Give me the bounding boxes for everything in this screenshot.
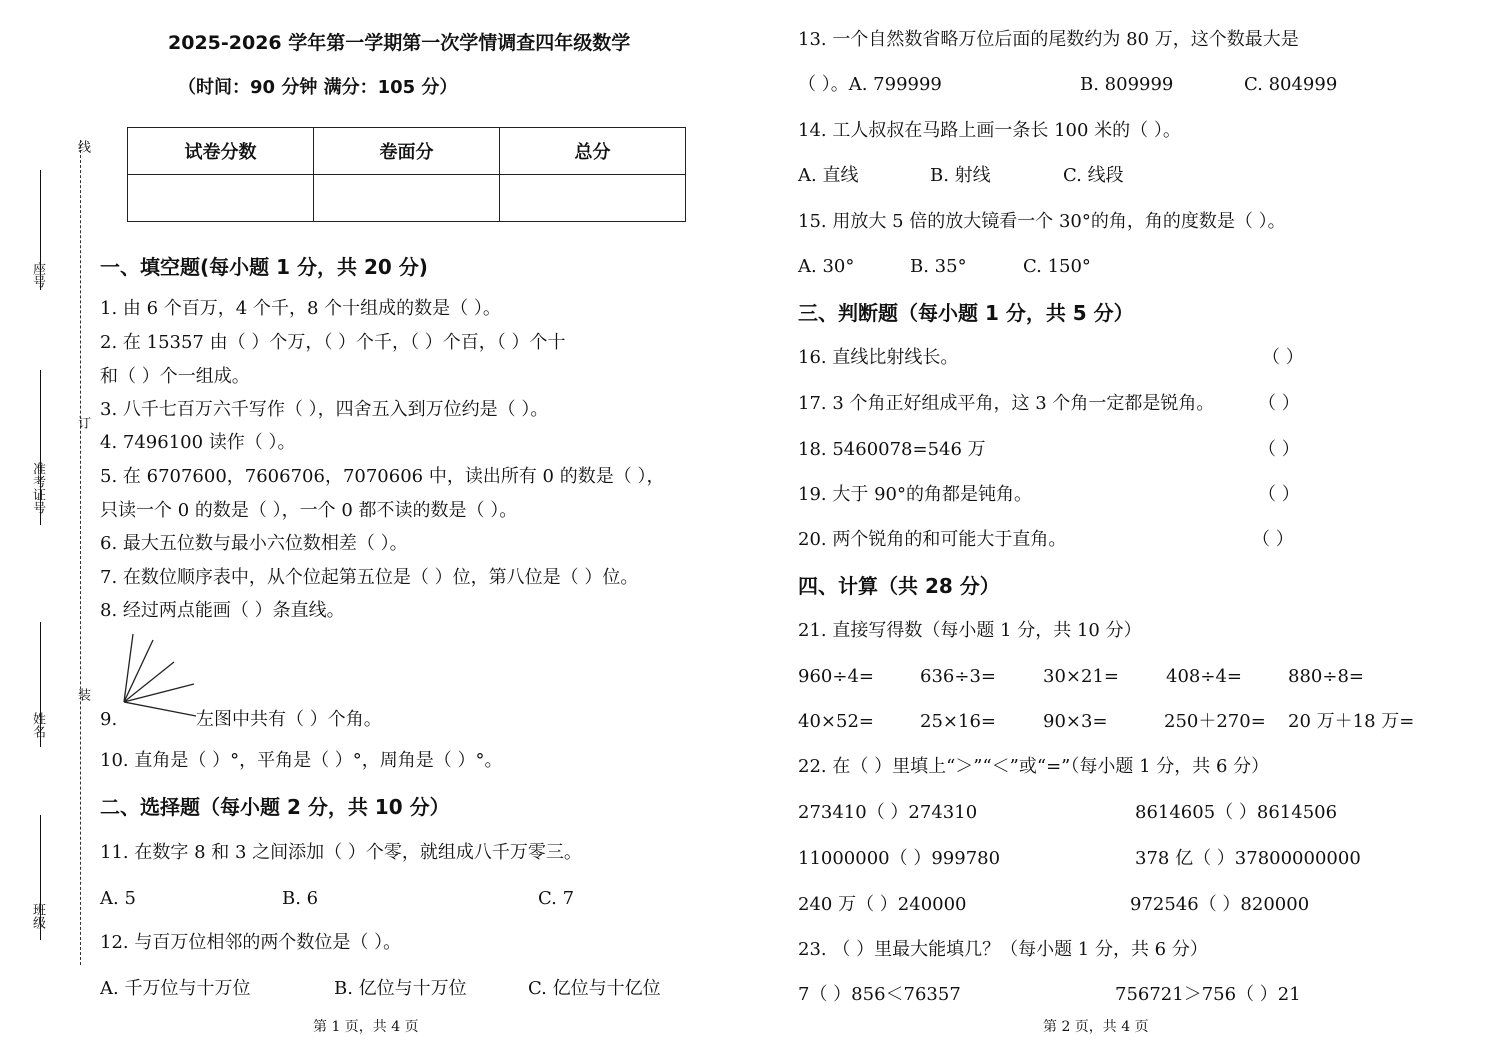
mark-zhuang: 装 [75, 688, 90, 701]
q15-option-a: A. 30° [798, 256, 855, 277]
q22-item: 240 万（ ）240000 [798, 894, 967, 915]
question-2: 2. 在 15357 由（ ）个万，（ ）个千，（ ）个百，（ ）个十 [100, 332, 566, 353]
question-10: 10. 直角是（ ）°，平角是（ ）°，周角是（ ）°。 [100, 750, 503, 771]
score-cell-total[interactable] [500, 175, 686, 222]
q21-item: 30×21= [1043, 666, 1119, 687]
q22-item: 972546（ ）820000 [1130, 894, 1310, 915]
question-13: 13. 一个自然数省略万位后面的尾数约为 80 万，这个数最大是 [798, 29, 1299, 50]
q12-option-b: B. 亿位与十万位 [334, 978, 467, 999]
question-20: 20. 两个锐角的和可能大于直角。 [798, 529, 1067, 550]
question-15: 15. 用放大 5 倍的放大镜看一个 30°的角，角的度数是（ ）。 [798, 211, 1286, 232]
exam-id-label: 准考证号 [30, 462, 45, 514]
q22-item: 11000000（ ）999780 [798, 848, 1001, 869]
question-22: 22. 在（ ）里填上“＞”“＜”或“=”（每小题 1 分，共 6 分） [798, 756, 1270, 777]
q17-answer-paren[interactable]: （ ） [1258, 393, 1300, 414]
score-cell-neatness[interactable] [314, 175, 500, 222]
q21-item: 960÷4= [798, 666, 874, 687]
question-19: 19. 大于 90°的角都是钝角。 [798, 484, 1032, 505]
seat-number-label: 座号 [30, 262, 45, 288]
question-6: 6. 最大五位数与最小六位数相差（ ）。 [100, 533, 408, 554]
question-2-cont: 和（ ）个一组成。 [100, 366, 250, 387]
question-16: 16. 直线比射线长。 [798, 347, 959, 368]
q23-item: 756721＞756（ ）21 [1115, 984, 1301, 1005]
exam-subtitle: （时间：90 分钟 满分：105 分） [178, 77, 458, 98]
q21-item: 20 万＋18 万= [1288, 711, 1415, 732]
q11-option-b: B. 6 [282, 888, 319, 909]
page-2-footer: 第 2 页，共 4 页 [1043, 1019, 1149, 1035]
q21-item: 25×16= [920, 711, 996, 732]
score-header-paper: 试卷分数 [128, 128, 314, 175]
q19-answer-paren[interactable]: （ ） [1258, 484, 1300, 505]
question-8: 8. 经过两点能画（ ）条直线。 [100, 600, 345, 621]
q20-answer-paren[interactable]: （ ） [1252, 529, 1294, 550]
question-9-number: 9. [100, 709, 118, 730]
angle-rays-figure [118, 630, 208, 720]
section-1-heading: 一、填空题(每小题 1 分，共 20 分) [100, 255, 428, 279]
q21-item: 880÷8= [1288, 666, 1364, 687]
score-header-neatness: 卷面分 [314, 128, 500, 175]
q22-item: 273410（ ）274310 [798, 802, 978, 823]
section-4-heading: 四、计算（共 28 分） [798, 574, 1000, 598]
question-21: 21. 直接写得数（每小题 1 分，共 10 分） [798, 620, 1142, 641]
question-7: 7. 在数位顺序表中，从个位起第五位是（ ）位，第八位是（ ）位。 [100, 567, 639, 588]
q11-option-a: A. 5 [100, 888, 136, 909]
q21-item: 250＋270= [1164, 711, 1266, 732]
question-17: 17. 3 个角正好组成平角，这 3 个角一定都是锐角。 [798, 393, 1215, 414]
question-11: 11. 在数字 8 和 3 之间添加（ ）个零，就组成八千万零三。 [100, 842, 582, 863]
question-9: 左图中共有（ ）个角。 [196, 709, 382, 730]
q22-item: 378 亿（ ）37800000000 [1135, 848, 1361, 869]
q13-option-b: B. 809999 [1080, 74, 1174, 95]
question-18: 18. 5460078=546 万 [798, 439, 986, 460]
q15-option-c: C. 150° [1023, 256, 1091, 277]
question-3: 3. 八千七百万六千写作（ ），四舍五入到万位约是（ ）。 [100, 399, 549, 420]
mark-xian: 线 [75, 140, 90, 153]
exam-title: 2025-2026 学年第一学期第一次学情调查四年级数学 [168, 32, 631, 54]
q21-item: 636÷3= [920, 666, 996, 687]
score-table [127, 127, 686, 222]
q11-option-c: C. 7 [538, 888, 575, 909]
page-1-footer: 第 1 页，共 4 页 [313, 1019, 419, 1035]
binding-dashed-line [80, 140, 81, 965]
question-13-cont: （ ）。A. 799999 [798, 74, 942, 95]
question-23: 23. （ ）里最大能填几？（每小题 1 分，共 6 分） [798, 939, 1208, 960]
question-14: 14. 工人叔叔在马路上画一条长 100 米的（ ）。 [798, 120, 1181, 141]
q23-item: 7（ ）856＜76357 [798, 984, 961, 1005]
class-label: 班级 [30, 903, 45, 929]
q14-option-b: B. 射线 [930, 165, 991, 186]
score-header-total: 总分 [500, 128, 686, 175]
q22-item: 8614605（ ）8614506 [1135, 802, 1338, 823]
q21-item: 408÷4= [1166, 666, 1242, 687]
q12-option-c: C. 亿位与十亿位 [528, 978, 661, 999]
question-12: 12. 与百万位相邻的两个数位是（ ）。 [100, 932, 402, 953]
question-5: 5. 在 6707600，7606706，7070606 中，读出所有 0 的数是（ ）， [100, 466, 665, 487]
score-cell-paper[interactable] [128, 175, 314, 222]
q18-answer-paren[interactable]: （ ） [1258, 439, 1300, 460]
q14-option-c: C. 线段 [1063, 165, 1124, 186]
section-2-heading: 二、选择题（每小题 2 分，共 10 分） [100, 795, 450, 819]
q16-answer-paren[interactable]: （ ） [1262, 347, 1304, 368]
q15-option-b: B. 35° [910, 256, 967, 277]
name-label: 姓名 [30, 712, 45, 738]
question-4: 4. 7496100 读作（ ）。 [100, 432, 296, 453]
mark-ding: 订 [75, 416, 90, 429]
q14-option-a: A. 直线 [798, 165, 859, 186]
q21-item: 40×52= [798, 711, 874, 732]
q13-option-c: C. 804999 [1244, 74, 1338, 95]
question-1: 1. 由 6 个百万，4 个千，8 个十组成的数是（ ）。 [100, 298, 501, 319]
question-5-cont: 只读一个 0 的数是（ ），一个 0 都不读的数是（ ）。 [100, 500, 518, 521]
section-3-heading: 三、判断题（每小题 1 分，共 5 分） [798, 301, 1134, 325]
q12-option-a: A. 千万位与十万位 [100, 978, 251, 999]
q21-item: 90×3= [1043, 711, 1108, 732]
